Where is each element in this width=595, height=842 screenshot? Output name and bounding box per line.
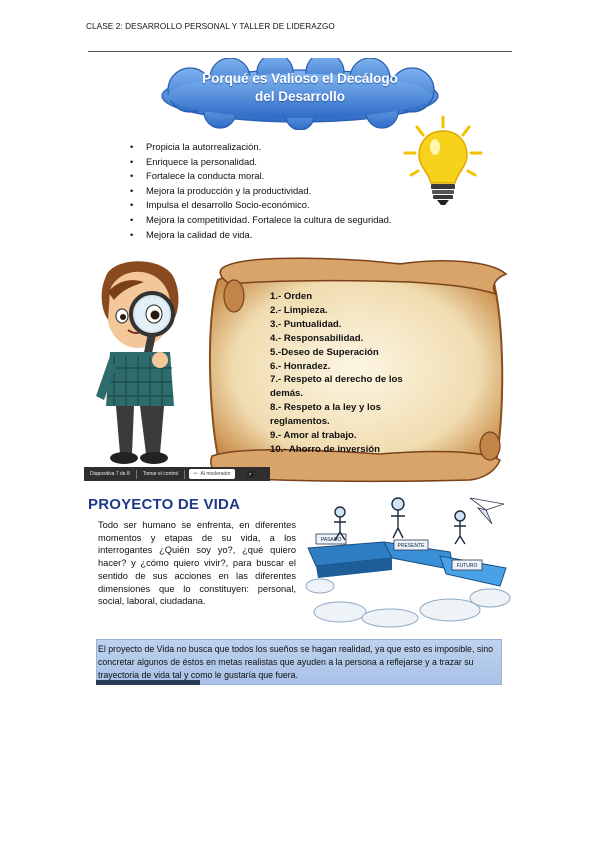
decalogo-list — [270, 290, 403, 457]
quote-bar-overlay — [96, 680, 200, 685]
list-item: 7.- Respeto al derecho de los — [270, 374, 403, 386]
sign-presente: PRESENTE — [397, 543, 425, 549]
list-item: • Enriquece la personalidad. — [130, 155, 391, 170]
list-item: 1.- Orden — [270, 291, 313, 302]
toolbar-divider — [184, 470, 185, 479]
slide-counter: Diapositiva 7 de 8 — [90, 471, 130, 477]
list-item: 10.- Ahorro de inversión — [270, 443, 380, 455]
cloud-title — [150, 70, 450, 106]
moderator-count-badge: 7 — [247, 471, 254, 478]
list-item: 4.- Responsabilidad. — [270, 332, 364, 344]
list-item: • Mejora la calidad de vida. — [130, 228, 391, 243]
list-item: • Mejora la competitividad. Fortalece la cultura de seguridad. — [130, 213, 391, 228]
list-item: • Propicia la autorrealización. — [130, 140, 391, 155]
list-item: 6.- Honradez. — [270, 360, 331, 372]
sign-pasado: PASADO — [320, 537, 342, 543]
boy-magnifier-illustration — [84, 256, 194, 466]
page-header: CLASE 2: DESARROLLO PERSONAL Y TALLER DE LIDERAZGO — [86, 22, 335, 31]
sign-futuro: FUTURO — [456, 563, 478, 569]
list-item: 2.- Limpieza. — [270, 304, 328, 316]
lightbulb-icon — [403, 115, 483, 211]
list-item: 9.- Amor al trabajo. — [270, 430, 357, 442]
list-item: reglamentos. — [270, 416, 330, 428]
header-divider — [88, 51, 512, 52]
proyecto-paragraph: Todo ser humano se enfrenta, en diferentes momentos y etapas de su vida, a los interrogantes ¿Quién soy yo?, ¿qué quiero hacer? y ¿cómo quiero vivir?, para buscar el sentido de sus acciones en las diferentes dimensiones que lo constituyen: personal, social, laboral, ciudadana. — [98, 520, 296, 607]
cloud-title-line1: Porqué es Valioso el Decálogo — [202, 71, 398, 86]
cloud-title-line2: del Desarrollo — [254, 89, 346, 104]
benefits-list — [130, 140, 391, 242]
list-item: 5.-Deseo de Superación — [270, 346, 379, 358]
list-item: 3.- Puntualidad. — [270, 318, 342, 330]
take-control-button[interactable]: Tomar el control — [142, 471, 179, 477]
list-item: • Fortalece la conducta moral. — [130, 169, 391, 184]
moderator-label: Al moderador — [200, 471, 231, 477]
list-item: • Mejora la producción y la productividad. — [130, 184, 391, 199]
quote-text: El proyecto de Vida no busca que todos los sueños se hagan realidad, ya que esto es imposible, sino concretar algunos de éstos en metas realistas que ayuden a la persona a reflejarse y a trazar su trayectoria de vida tal y como le gustaría que fuera. — [98, 644, 493, 680]
section-title: PROYECTO DE VIDA — [88, 496, 241, 513]
moderator-button[interactable] — [189, 469, 234, 479]
presentation-toolbar — [84, 467, 270, 481]
list-item: demás. — [270, 388, 304, 400]
life-project-illustration — [300, 490, 514, 632]
list-item: 8.- Respeto a la ley y los — [270, 402, 381, 414]
list-item: • Impulsa el desarrollo Socio-económico. — [130, 198, 391, 213]
send-icon: ⇨ — [193, 471, 198, 477]
